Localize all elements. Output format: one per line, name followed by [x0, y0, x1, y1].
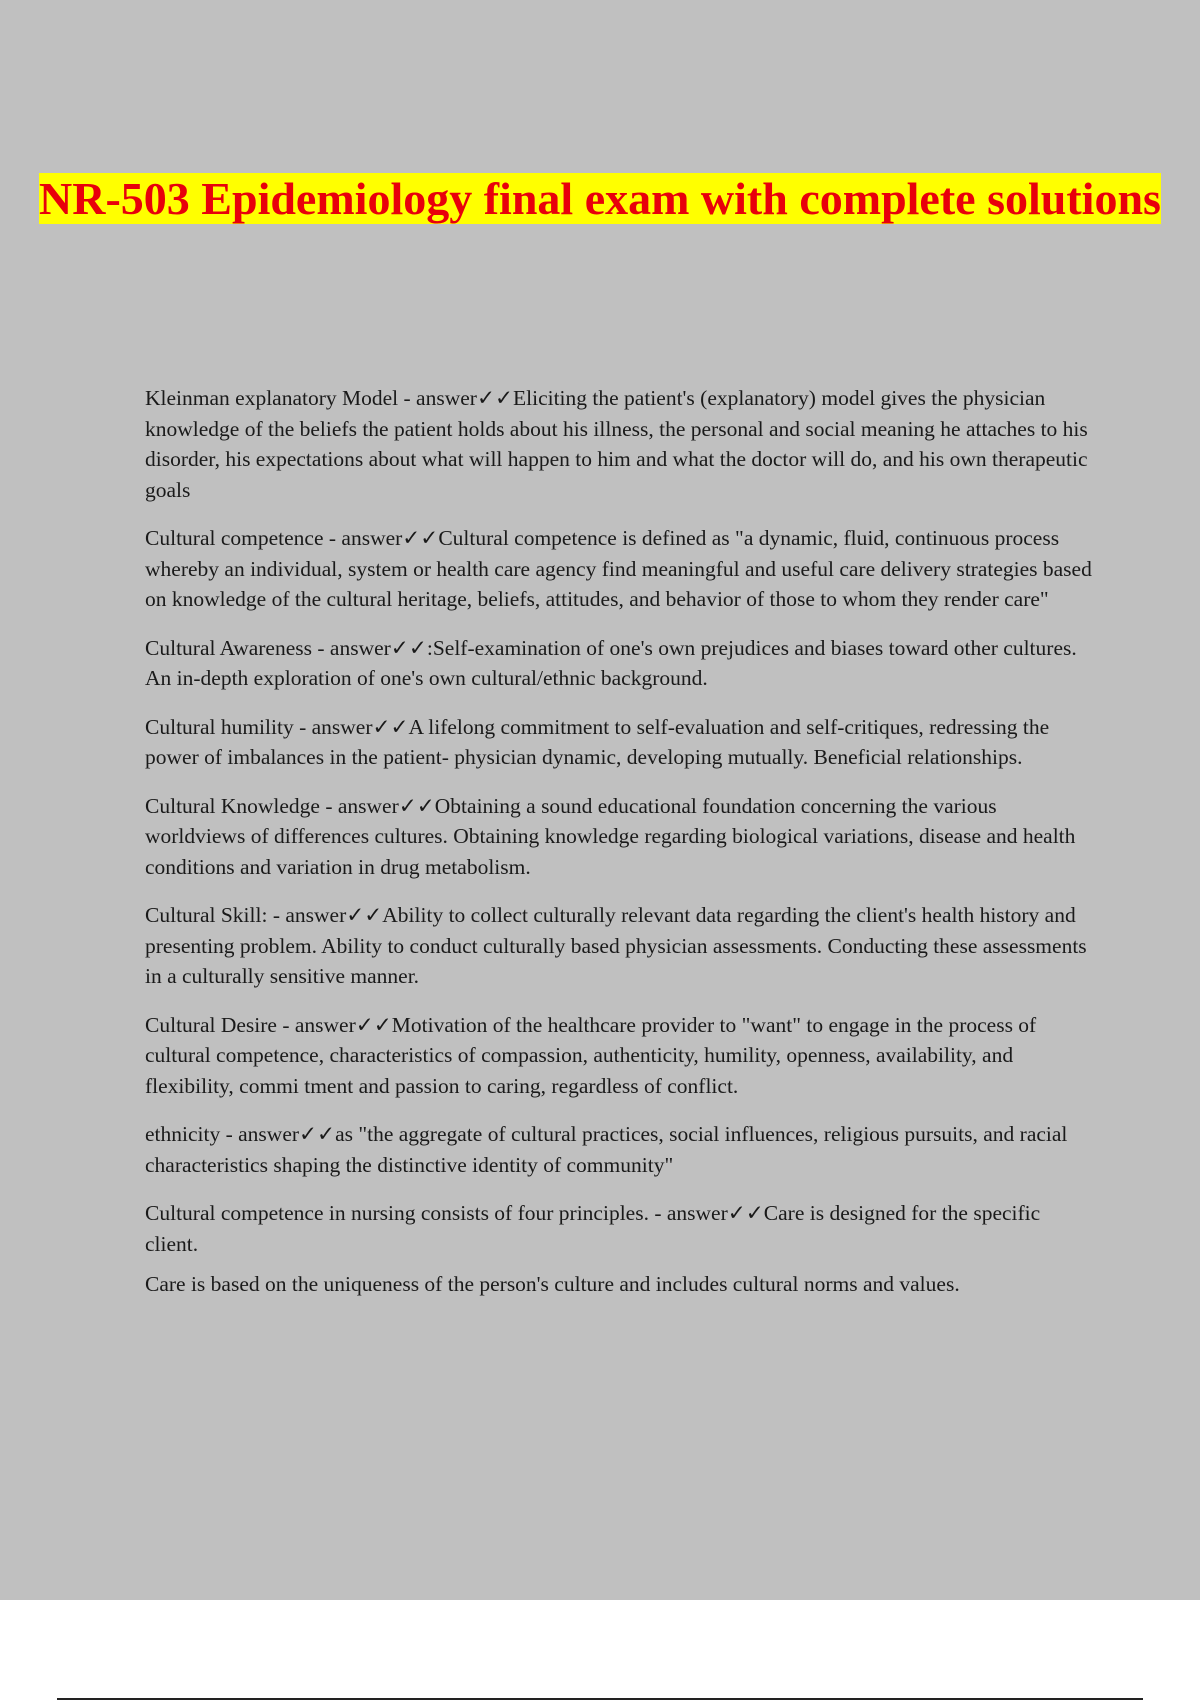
entry-term: ethnicity - answer✓✓	[145, 1122, 336, 1146]
entry-term: Cultural Desire - answer✓✓	[145, 1012, 392, 1037]
entry-definition: :Self-examination of one's own prejudices and biases toward other cultures. An in-depth exploration of one's own cultural/ethnic background.	[145, 635, 1077, 690]
entry-term: Cultural competence - answer✓✓	[145, 526, 439, 550]
entry-term: Cultural Knowledge - answer✓✓	[145, 793, 435, 818]
entry-term: Cultural humility - answer✓✓	[145, 714, 409, 739]
entry-definition: Motivation of the healthcare provider to "want" to engage in the process of cultural competence, characteristics of compassion, authenticity, humility, openness, availability, and flexibility, commi tment and passion to caring, regardless of conflict.	[145, 1012, 1037, 1098]
qa-entry	[145, 1119, 1095, 1180]
qa-entry	[145, 1010, 1095, 1102]
entry-definition: Care is based on the uniqueness of the person's culture and includes cultural norms and values.	[145, 1272, 960, 1296]
qa-entry	[145, 523, 1095, 615]
qa-entry	[145, 633, 1095, 694]
qa-entry	[145, 712, 1095, 773]
entry-definition: Eliciting the patient's (explanatory) model gives the physician knowledge of the beliefs the patient holds about his illness, the personal and social meaning he attaches to his disorder, his expectations about what will happen to him and what the doctor will do, and his own therapeutic goals	[145, 386, 1088, 502]
entry-definition: Ability to collect culturally relevant data regarding the client's health history and presenting problem. Ability to conduct culturally based physician assessments. Conducting these assessments in a culturally sensitive manner.	[145, 903, 1087, 988]
qa-entry-continuation	[145, 1269, 1095, 1300]
entry-term: Cultural Awareness - answer✓✓	[145, 635, 427, 660]
entry-definition: A lifelong commitment to self-evaluation and self-critiques, redressing the power of imbalances in the patient- physician dynamic, developing mutually. Beneficial relationships.	[145, 714, 1050, 769]
entry-term: Cultural Skill: - answer✓✓	[145, 903, 383, 927]
title-block	[0, 168, 1200, 229]
qa-entry	[145, 1198, 1095, 1259]
entry-term: Cultural competence in nursing consists of four principles. - answer✓✓	[145, 1201, 764, 1225]
entry-term: Kleinman explanatory Model - answer✓✓	[145, 386, 513, 410]
qa-entry	[145, 383, 1095, 505]
entry-definition: Cultural competence is defined as "a dynamic, fluid, continuous process whereby an individual, system or health care agency find meaningful and useful care delivery strategies based on knowledge of the cultural heritage, beliefs, attitudes, and behavior of those to whom they render care"	[145, 526, 1092, 611]
qa-entry	[145, 791, 1095, 883]
entry-definition: as "the aggregate of cultural practices, social influences, religious pursuits, and racial characteristics shaping the distinctive identity of community"	[145, 1122, 1068, 1177]
entry-definition: Care is designed for the specific client.	[145, 1201, 1041, 1256]
entry-definition: Obtaining a sound educational foundation concerning the various worldviews of differences cultures. Obtaining knowledge regarding biological variations, disease and health conditions and variation in drug metabolism.	[145, 793, 1076, 879]
qa-entry	[145, 900, 1095, 992]
qa-list	[145, 383, 1095, 1318]
document-title: NR-503 Epidemiology final exam with complete solutions	[39, 173, 1161, 224]
